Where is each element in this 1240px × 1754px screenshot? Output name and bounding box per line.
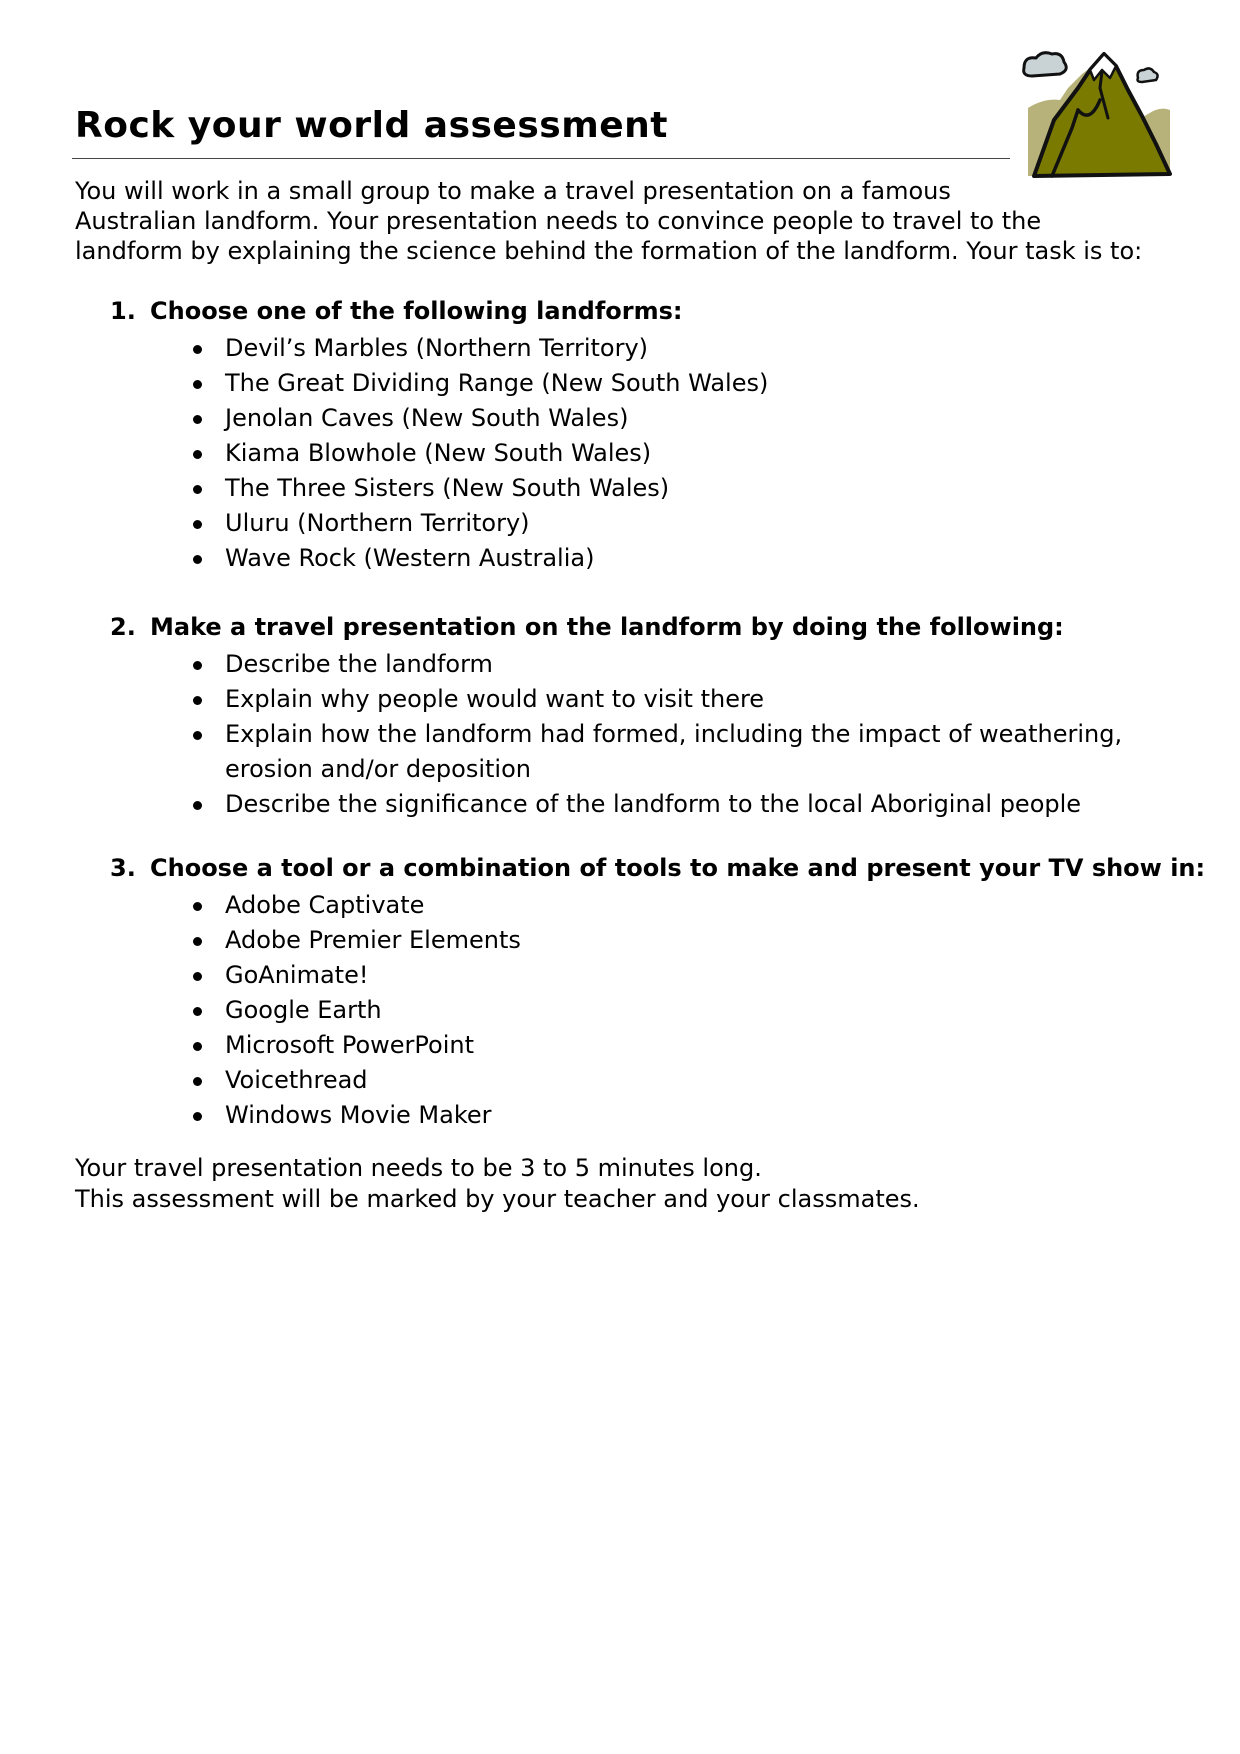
bullet-icon — [193, 972, 202, 981]
bullet-icon — [193, 661, 202, 670]
intro-paragraph — [75, 176, 1185, 266]
list-item: The Great Dividing Range (New South Wales) — [110, 366, 1170, 401]
list-item: Adobe Premier Elements — [110, 923, 1170, 958]
list-item: GoAnimate! — [110, 958, 1170, 993]
list-item: Microsoft PowerPoint — [110, 1028, 1170, 1063]
list-item: Voicethread — [110, 1063, 1170, 1098]
list-item: Uluru (Northern Territory) — [110, 506, 1170, 541]
bullet-icon — [193, 937, 202, 946]
bullet-icon — [193, 555, 202, 564]
list-item: The Three Sisters (New South Wales) — [110, 471, 1170, 506]
bullet-icon — [193, 1007, 202, 1016]
footer-notes — [75, 1153, 920, 1215]
title-divider — [72, 158, 1010, 159]
list-item: Explain why people would want to visit there — [110, 682, 1170, 717]
bullet-icon — [193, 1077, 202, 1086]
bullet-icon — [193, 1042, 202, 1051]
section-heading-text: Choose a tool or a combination of tools to make and present your TV show in: — [150, 854, 1206, 882]
list-item: Adobe Captivate — [110, 888, 1170, 923]
section-heading-text: Choose one of the following landforms: — [150, 297, 683, 325]
list-item: Wave Rock (Western Australia) — [110, 541, 1170, 576]
bullet-icon — [193, 485, 202, 494]
bullet-icon — [193, 520, 202, 529]
section-heading-text: Make a travel presentation on the landform by doing the following: — [150, 613, 1064, 641]
list-item: Kiama Blowhole (New South Wales) — [110, 436, 1170, 471]
bullet-icon — [193, 415, 202, 424]
section-heading — [110, 612, 1170, 642]
list-item: Jenolan Caves (New South Wales) — [110, 401, 1170, 436]
list-item: Describe the landform — [110, 647, 1170, 682]
footer-line: This assessment will be marked by your teacher and your classmates. — [75, 1185, 920, 1213]
section-number: 1. — [110, 297, 136, 325]
tool-list — [110, 888, 1170, 1133]
section-choose-landform — [110, 296, 1170, 576]
page-title: Rock your world assessment — [75, 105, 668, 146]
list-item: Describe the significance of the landform to the local Aboriginal people — [110, 787, 1170, 822]
task-list — [110, 647, 1170, 822]
section-number: 2. — [110, 613, 136, 641]
section-number: 3. — [110, 854, 136, 882]
bullet-icon — [193, 1112, 202, 1121]
bullet-icon — [193, 345, 202, 354]
list-item: Google Earth — [110, 993, 1170, 1028]
intro-line: You will work in a small group to make a travel presentation on a famous — [75, 177, 951, 205]
list-item: Devil’s Marbles (Northern Territory) — [110, 331, 1170, 366]
list-item: Explain how the landform had formed, including the impact of weathering, erosion and/or deposition — [110, 717, 1170, 787]
bullet-icon — [193, 801, 202, 810]
landform-list — [110, 331, 1170, 576]
footer-line: Your travel presentation needs to be 3 to 5 minutes long. — [75, 1154, 762, 1182]
list-item: Windows Movie Maker — [110, 1098, 1170, 1133]
bullet-icon — [193, 450, 202, 459]
intro-line: landform by explaining the science behind the formation of the landform. Your task is to: — [75, 237, 1143, 265]
section-make-presentation — [110, 612, 1170, 822]
bullet-icon — [193, 902, 202, 911]
section-choose-tool — [110, 853, 1206, 1133]
section-heading — [110, 296, 1170, 326]
intro-line: Australian landform. Your presentation needs to convince people to travel to the — [75, 207, 1042, 235]
section-heading — [110, 853, 1206, 883]
bullet-icon — [193, 380, 202, 389]
bullet-icon — [193, 696, 202, 705]
bullet-icon — [193, 731, 202, 740]
